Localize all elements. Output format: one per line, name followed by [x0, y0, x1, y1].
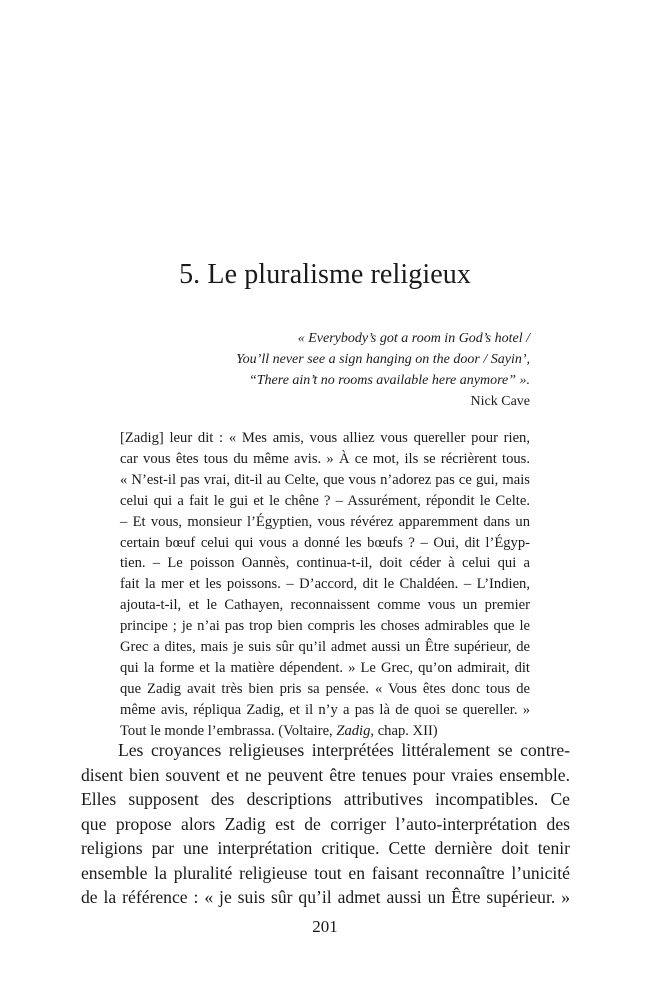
quote-line: certain bœuf celui qui vous a donné les bœufs ? – Oui, dit l’Égyp- — [120, 534, 530, 551]
quote-line: fait la mer et les poissons. – D’accord, dit le Chaldéen. – L’Indien, — [120, 576, 530, 593]
quote-line: Grec a dites, mais je suis sûr qu’il admet aussi un Être supérieur, de — [120, 639, 530, 656]
quote-line: ajouta-t-il, et le Cathayen, reconnaissent comme vous un premier — [120, 597, 530, 614]
quote-line: même avis, répliqua Zadig, et il n’y a pas là de quoi se quereller. » — [120, 701, 530, 718]
quote-citation: , chap. XII) — [370, 722, 438, 739]
body-line: de la référence : « je suis sûr qu’il admet aussi un Être supérieur. » — [81, 887, 570, 907]
body-paragraph — [81, 738, 570, 910]
body-line: Les croyances religieuses interprétées littéralement se contre- — [118, 740, 570, 760]
quote-line: [Zadig] leur dit : « Mes amis, vous alliez vous quereller pour rien, — [120, 430, 530, 446]
body-line: religions par une interprétation critique. Cette dernière doit tenir — [81, 838, 570, 858]
epigraph — [110, 328, 530, 412]
epigraph-line: « Everybody’s got a room in God’s hotel / — [297, 331, 530, 346]
body-line: Elles supposent des descriptions attributives incompatibles. Ce — [81, 789, 570, 809]
quote-line: principe ; je n’ai pas trop bien compris les choses admirables que le — [120, 618, 530, 635]
quote-line: celui qui a fait le gui et le chêne ? – Assurément, répondit le Celte. — [120, 492, 530, 509]
epigraph-line: You’ll never see a sign hanging on the door / Sayin’, — [236, 352, 530, 367]
quote-text: Tout le monde l’embrassa. (Voltaire, — [120, 722, 337, 739]
quote-line: – Et vous, monsieur l’Égyptien, vous révérez apparemment dans un — [120, 513, 530, 530]
voltaire-quote — [120, 428, 530, 742]
epigraph-author: Nick Cave — [470, 394, 530, 409]
quote-line: car vous êtes tous du même avis. » À ce mot, ils se récrièrent tous. — [120, 450, 530, 467]
epigraph-line: “There ain’t no rooms available here anymore” ». — [248, 373, 530, 388]
quote-work-title: Zadig — [336, 722, 371, 739]
body-line: ensemble la pluralité religieuse tout en faisant reconnaître l’unicité — [81, 862, 570, 883]
quote-line: « N’est-il pas vrai, dit-il au Celte, que vous n’adorez pas ce gui, mais — [120, 471, 530, 488]
chapter-title: 5. Le pluralisme religieux — [179, 259, 471, 290]
page-number: 201 — [312, 917, 338, 936]
quote-line: que Zadig avait très bien pris sa pensée. « Vous êtes donc tous de — [120, 680, 530, 697]
quote-line: tien. – Le poisson Oannès, continua-t-il, doit céder à celui qui a — [120, 555, 530, 572]
body-line: que propose alors Zadig est de corriger l’auto-interprétation des — [81, 813, 570, 834]
quote-line: qui la forme et la matière dépendent. » Le Grec, qu’on admirait, dit — [120, 659, 530, 676]
body-line: disent bien souvent et ne peuvent être tenues pour vraies ensemble. — [81, 764, 570, 785]
